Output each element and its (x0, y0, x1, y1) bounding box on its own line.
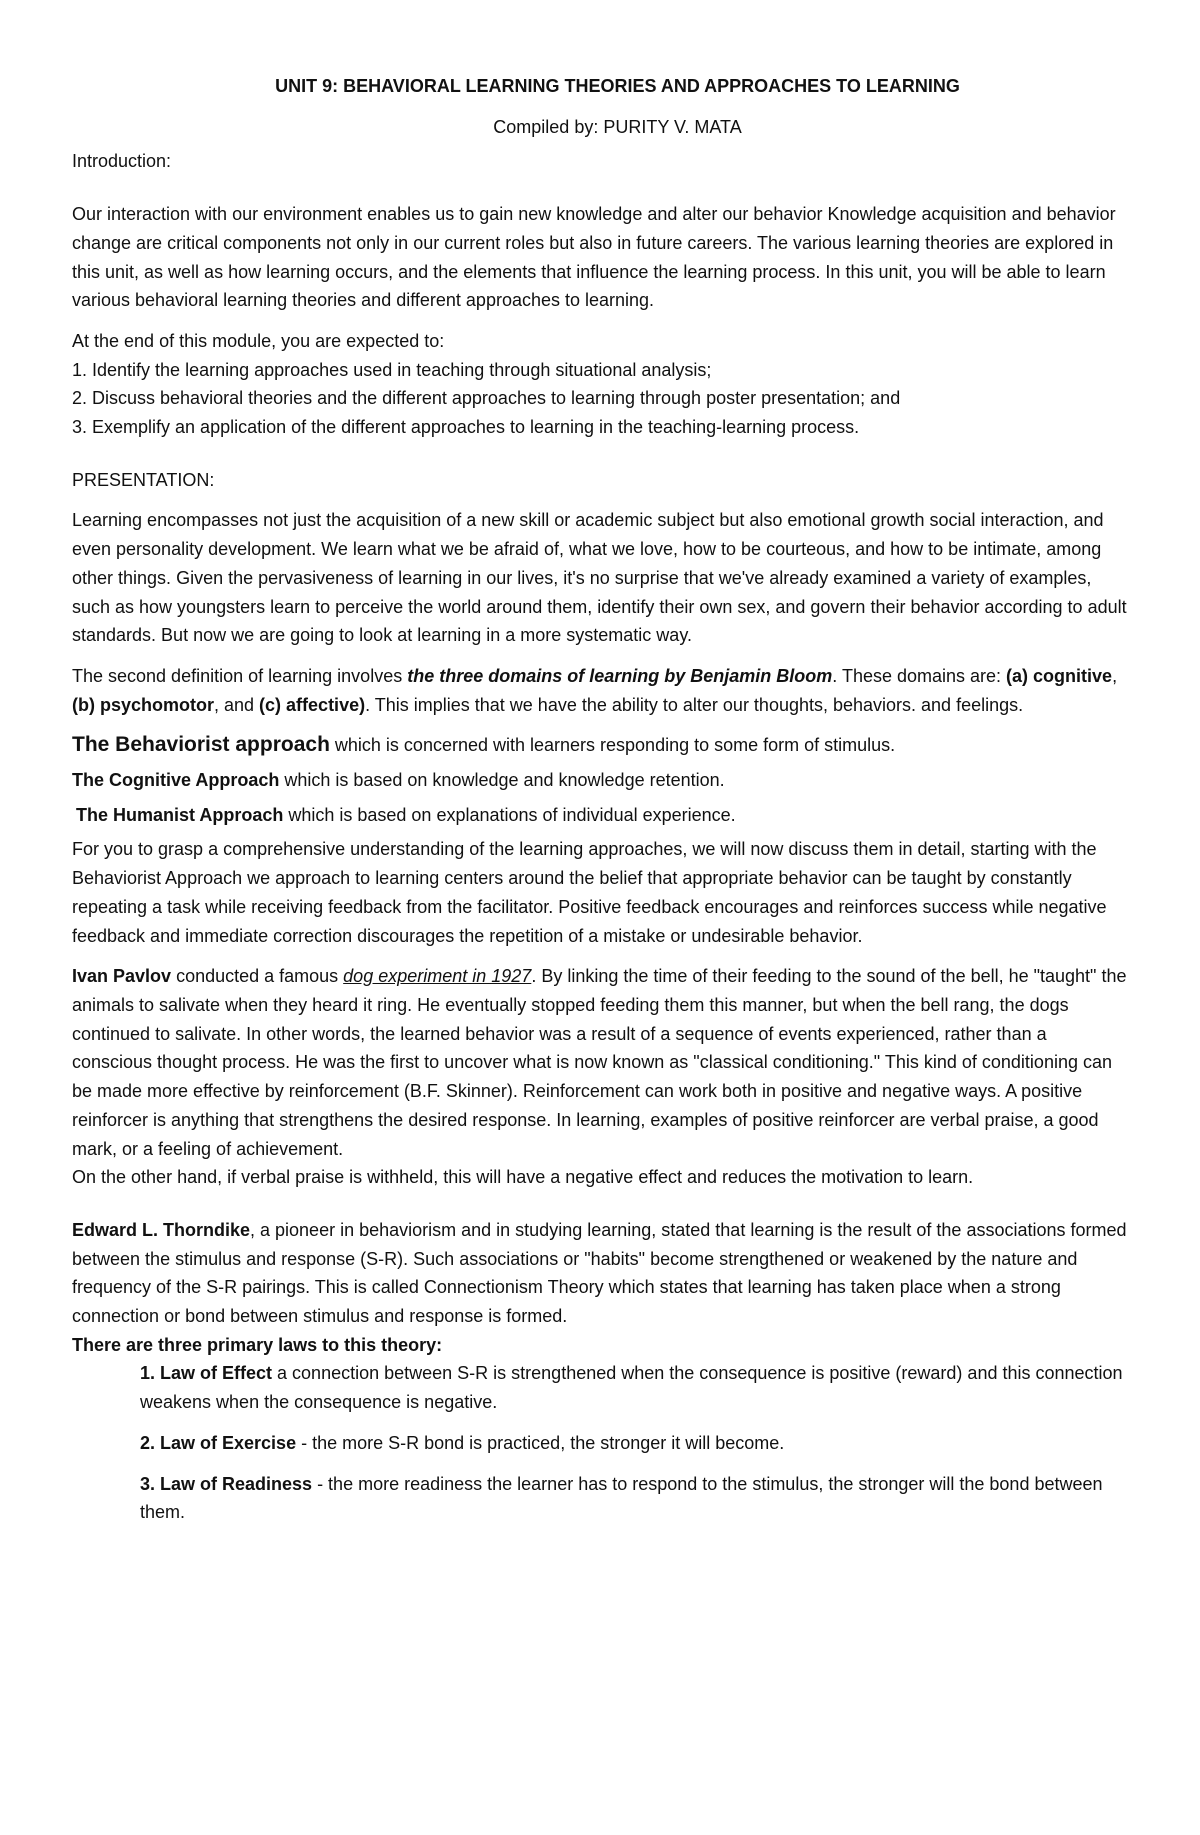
objectives-block (72, 327, 1128, 442)
intro-paragraph: Our interaction with our environment enables us to gain new knowledge and alter our behavior Knowledge acquisition and behavior change are critical components not only in our current roles but also in future careers. The various learning theories are explored in this unit, as well as how learning occurs, and the elements that influence the learning process. In this unit, you will be able to learn various behavioral learning theories and different approaches to learning. (72, 204, 1116, 311)
law-heading: 3. Law of Readiness (140, 1473, 313, 1494)
law-of-exercise (140, 1429, 1128, 1458)
bloom-paragraph (72, 662, 1128, 719)
approaches-detail-paragraph: For you to grasp a comprehensive understanding of the learning approaches, we will now discuss them in detail, starting with the Behaviorist Approach we approach to learning centers around the belief that appropriate behavior can be taught by constantly repeating a task while receiving feedback from the facilitator. Positive feedback encourages and reinforces success while negative feedback and immediate correction discourages the repetition of a mistake or undesirable behavior. (72, 839, 1107, 946)
pavlov-paragraph (72, 962, 1128, 1163)
humanist-text: which is based on explanations of individual experience. (283, 804, 736, 825)
intro-label: Introduction: (72, 151, 172, 172)
bloom-text: . This implies that we have the ability to alter our thoughts, behaviors. and feelings. (365, 694, 1024, 715)
behaviorist-heading: The Behaviorist approach (72, 733, 330, 757)
domain-cognitive: (a) cognitive (1006, 665, 1113, 686)
law-heading: 2. Law of Exercise (140, 1432, 297, 1453)
law-text: a connection between S-R is strengthened when the consequence is positive (reward) and this connection weakens when the consequence is negative. (140, 1363, 1123, 1413)
behaviorist-text: which is concerned with learners responding to some form of stimulus. (329, 735, 896, 756)
domain-affective: (c) affective) (259, 694, 366, 715)
document-title: UNIT 9: BEHAVIORAL LEARNING THEORIES AND APPROACHES TO LEARNING (275, 76, 960, 96)
cognitive-text: which is based on knowledge and knowledge retention. (279, 770, 725, 791)
pavlov-name: Ivan Pavlov (72, 966, 172, 987)
pavlov-text: . By linking the time of their feeding to the sound of the bell, he "taught" the animals to salivate when they heard it ring. He eventually stopped feeding them this manner, but when the bell rang, the dogs continued to salivate. In other words, the learned behavior was a result of a sequence of events experienced, rather than a conscious thought process. He was the first to uncover what is now known as "classical conditioning." This kind of conditioning can be made more effective by reinforcement (B.F. Skinner). Reinforcement can work both in positive and negative ways. A positive reinforcer is anything that strengthens the desired response. In learning, examples of positive reinforcer are verbal praise, a good mark, or a feeling of achievement. (72, 966, 1127, 1159)
bloom-text: . These domains are: (832, 665, 1007, 686)
cognitive-line (72, 766, 1128, 795)
thorndike-paragraph (72, 1216, 1128, 1331)
humanist-heading: The Humanist Approach (76, 804, 284, 825)
presentation-label: PRESENTATION: (72, 469, 215, 490)
presentation-paragraph: Learning encompasses not just the acquisition of a new skill or academic subject but also emotional growth social interaction, and even personality development. We learn what we be afraid of, what we love, how to be courteous, and how to be intimate, among other things. Given the pervasiveness of learning in our lives, it's no surprise that we've already examined a variety of examples, such as how youngsters learn to perceive the world around them, identify their own sex, and govern their behavior according to adult standards. But now we are going to look at learning in a more systematic way. (72, 510, 1127, 646)
law-of-readiness (140, 1470, 1128, 1527)
pavlov-followup: On the other hand, if verbal praise is withheld, this will have a negative effect and reduces the motivation to learn. (72, 1167, 974, 1188)
bloom-text: , and (214, 694, 260, 715)
objectives-lead: At the end of this module, you are expected to: (72, 330, 445, 351)
thorndike-name: Edward L. Thorndike (72, 1219, 251, 1240)
cognitive-heading: The Cognitive Approach (72, 770, 280, 791)
law-heading: 1. Law of Effect (140, 1363, 273, 1384)
bloom-text: , (1112, 665, 1118, 686)
bloom-text: The second definition of learning involves (72, 665, 408, 686)
objective-item: 2. Discuss behavioral theories and the different approaches to learning through poster presentation; and (72, 388, 901, 409)
law-of-effect (140, 1359, 1128, 1416)
objective-item: 1. Identify the learning approaches used in teaching through situational analysis; (72, 359, 712, 380)
thorndike-text: , a pioneer in behaviorism and in studying learning, stated that learning is the result of the associations formed between the stimulus and response (S-R). Such associations or "habits" become strengthened or weakened by the nature and frequency of the S-R pairings. This is called Connectionism Theory which states that learning has taken place when a strong connection or bond between stimulus and response is formed. (72, 1219, 1127, 1327)
pavlov-text: conducted a famous (171, 966, 344, 987)
law-text: - the more S-R bond is practiced, the stronger it will become. (296, 1432, 785, 1453)
laws-heading: There are three primary laws to this theory: (72, 1334, 443, 1355)
objective-item: 3. Exemplify an application of the different approaches to learning in the teaching-learning process. (72, 417, 860, 438)
bloom-emphasis: the three domains of learning by Benjamin Bloom (407, 665, 833, 686)
humanist-line (72, 801, 1128, 830)
law-text: - the more readiness the learner has to respond to the stimulus, the stronger will the bond between them. (140, 1473, 1103, 1523)
domain-psychomotor: (b) psychomotor (72, 694, 214, 715)
behaviorist-line (72, 731, 1128, 760)
dog-experiment-reference: dog experiment in 1927 (343, 966, 532, 987)
author-line: Compiled by: PURITY V. MATA (493, 116, 742, 137)
